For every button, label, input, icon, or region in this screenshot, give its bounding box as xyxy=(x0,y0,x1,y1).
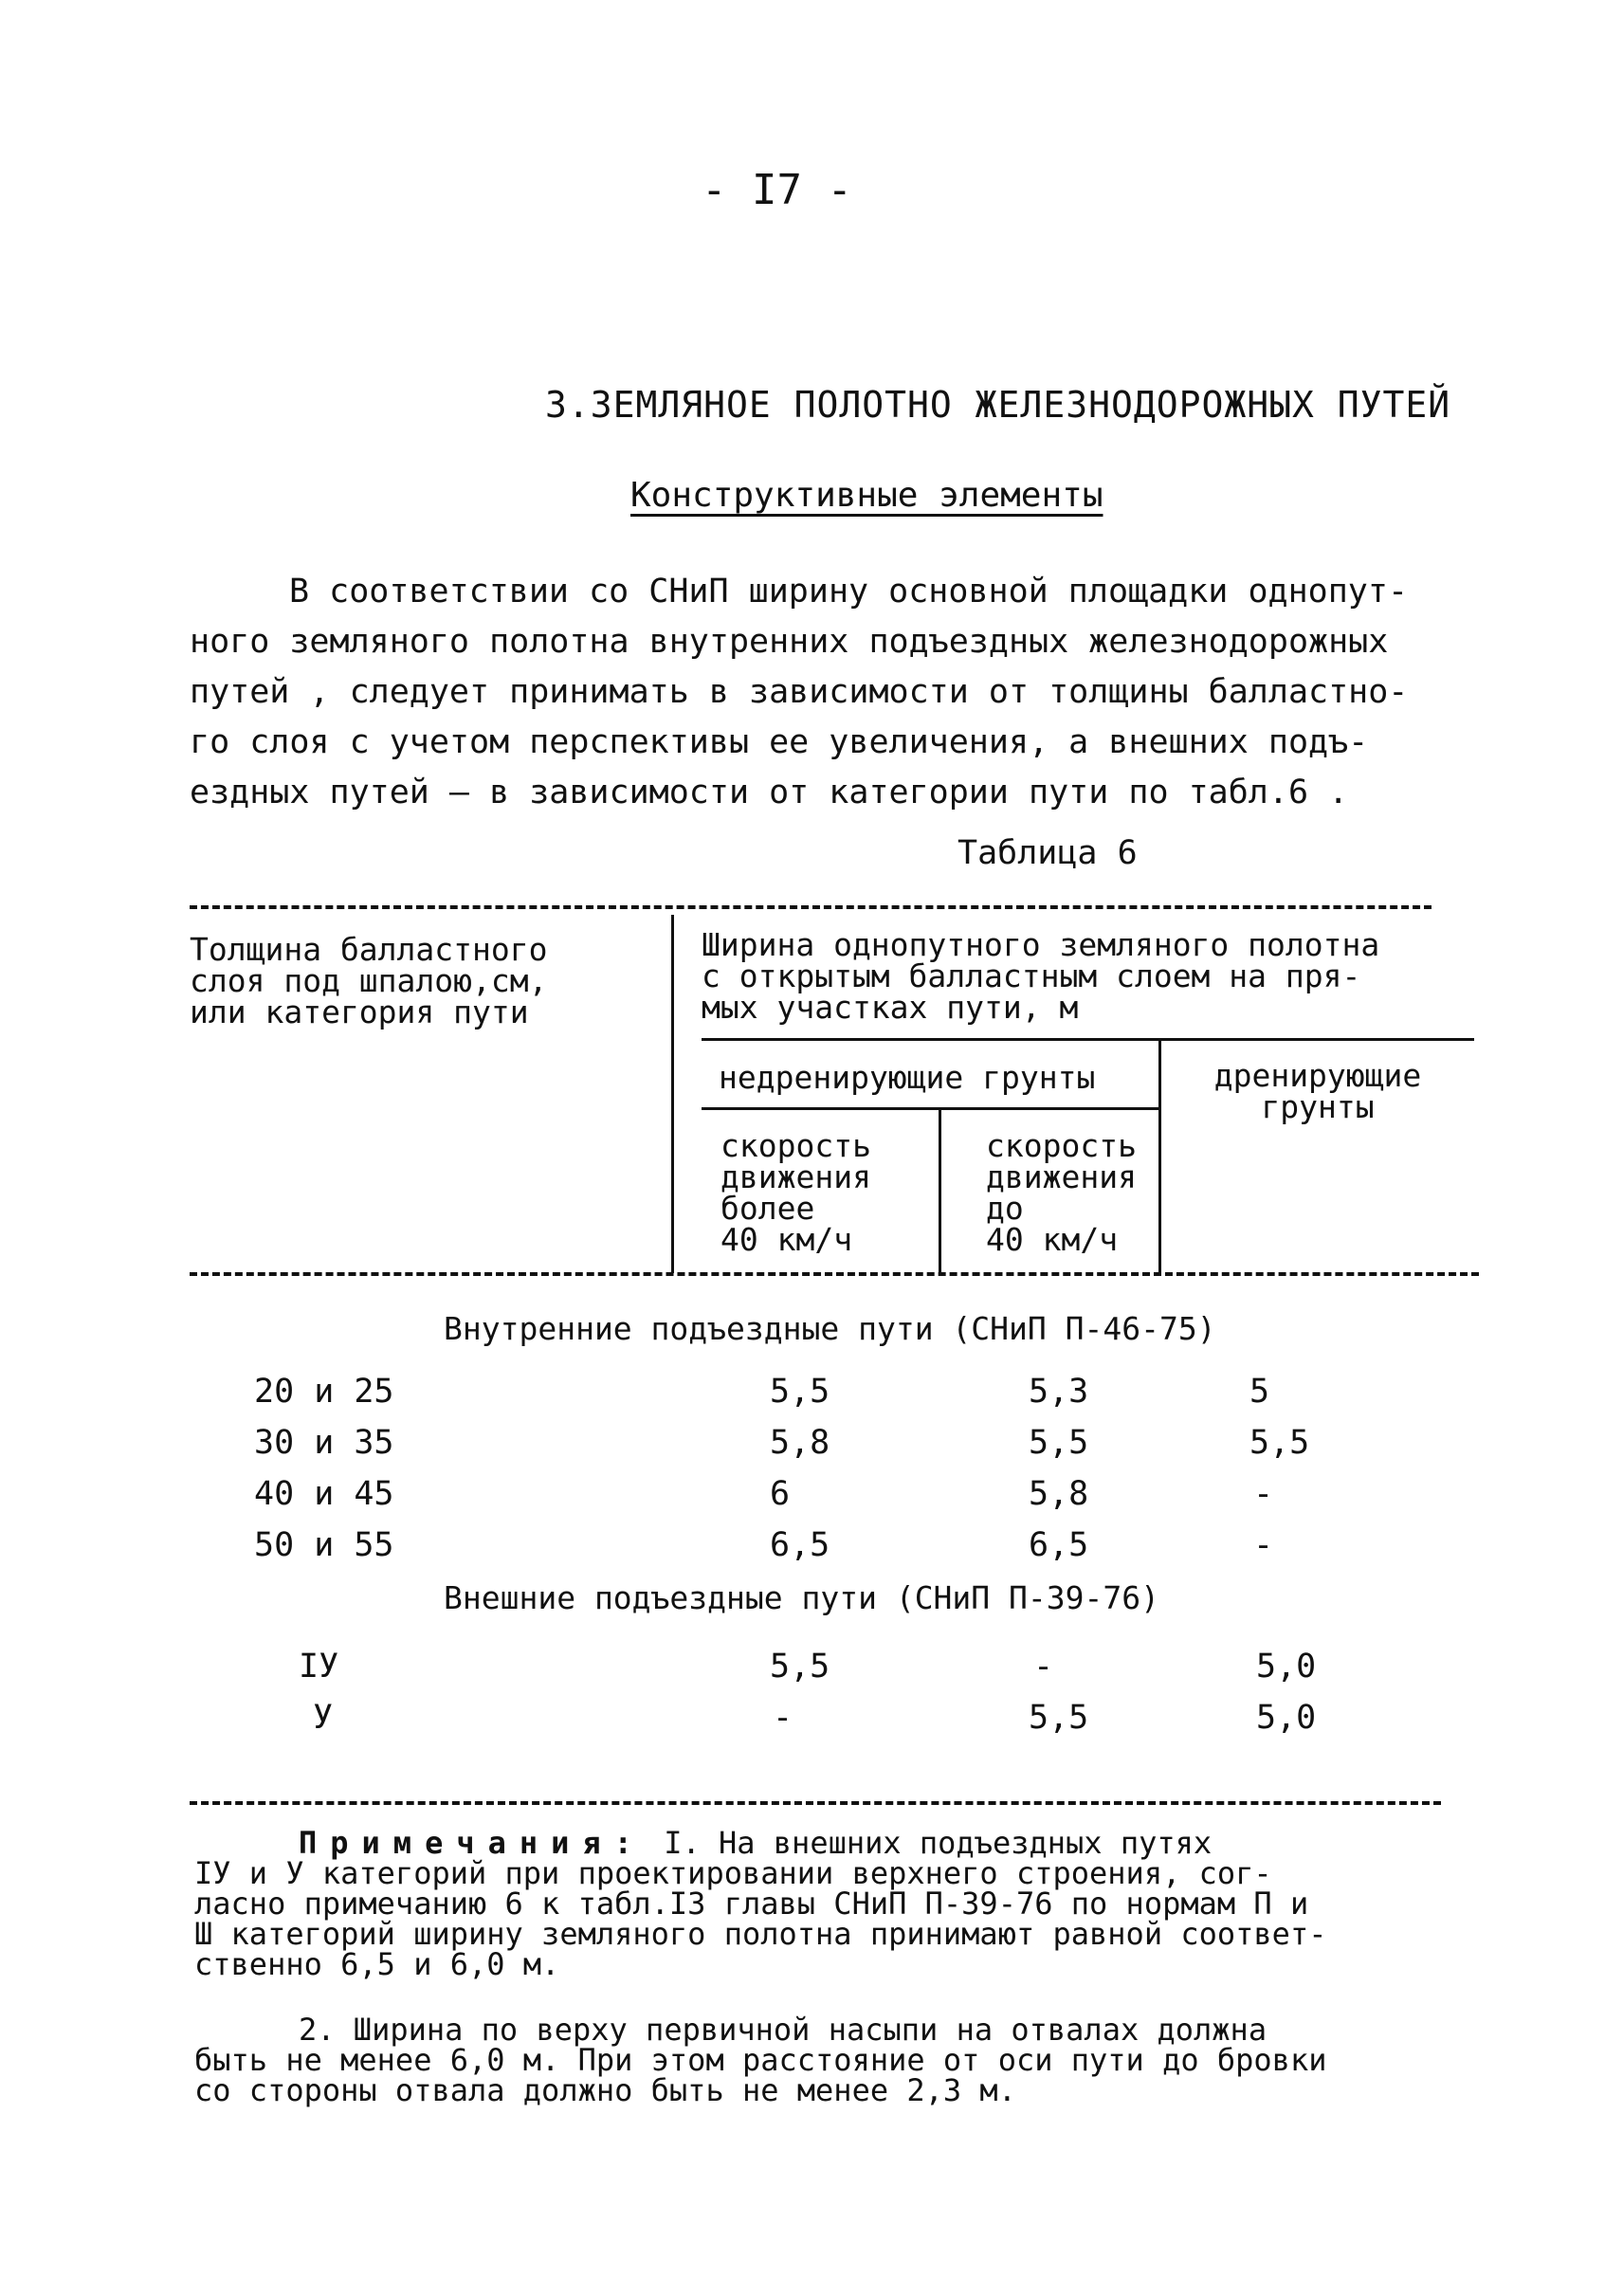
row-label: 30 и 35 xyxy=(254,1424,394,1462)
table-caption: Таблица 6 xyxy=(957,834,1138,872)
header-draining xyxy=(1161,1057,1474,1125)
page-number: - I7 - xyxy=(702,166,852,214)
section-title: 3.ЗЕМЛЯНОЕ ПОЛОТНО ЖЕЛЕЗНОДОРОЖНЫХ ПУТЕЙ xyxy=(545,384,1451,426)
row-value: 6 xyxy=(770,1475,791,1513)
row-value: 5,8 xyxy=(1029,1475,1089,1513)
row-value: 5,3 xyxy=(1029,1373,1089,1411)
header-line: слоя под шпалою,см, xyxy=(190,962,548,999)
row-label: 20 и 25 xyxy=(254,1373,394,1411)
row-value: 5,5 xyxy=(770,1648,830,1686)
header-line: Толщина балластного xyxy=(190,931,548,968)
header-line: до xyxy=(986,1190,1024,1227)
note-line: Ш категорий ширину земляного полотна принимают равной соответ- xyxy=(194,1916,1327,1952)
paragraph-line: путей , следует принимать в зависимости от толщины балластно- xyxy=(190,673,1409,711)
row-value: 5,5 xyxy=(770,1373,830,1411)
row-value: - xyxy=(1253,1526,1274,1564)
header-line: 40 км/ч xyxy=(720,1221,853,1258)
note-line: со стороны отвала должно быть не менее 2,3 м. xyxy=(194,2072,1016,2108)
header-line: скорость xyxy=(720,1127,871,1164)
header-line: дренирующие xyxy=(1213,1057,1422,1094)
row-value: 5,8 xyxy=(770,1424,830,1462)
table-header-rule xyxy=(190,1272,1479,1276)
note-1 xyxy=(194,1825,1465,1982)
header-line: или категория пути xyxy=(190,993,529,1030)
header-speed-upto xyxy=(986,1127,1137,1258)
header-line: недренирующие грунты xyxy=(719,1059,1096,1096)
speed-rule xyxy=(702,1107,1158,1110)
header-line: 40 км/ч xyxy=(986,1221,1119,1258)
row-label: 40 и 45 xyxy=(254,1475,394,1513)
notes-label: Примечания: xyxy=(299,1825,646,1861)
note-line: 2. Ширина по верху первичной насыпи на отвалах должна xyxy=(299,2012,1267,2048)
paragraph-line: ного земляного полотна внутренних подъездных железнодорожных xyxy=(190,623,1389,661)
paragraph-line: ездных путей – в зависимости от категории пути по табл.6 . xyxy=(190,774,1349,811)
header-speed-over xyxy=(720,1127,871,1258)
header-thickness xyxy=(190,931,548,1030)
row-value: 5,5 xyxy=(1029,1699,1089,1737)
header-line: мых участках пути, м xyxy=(702,989,1079,1026)
row-value: - xyxy=(773,1699,793,1737)
table-top-rule xyxy=(190,905,1432,909)
row-value: - xyxy=(1253,1475,1274,1513)
header-line: Ширина однопутного земляного полотна xyxy=(702,926,1380,963)
header-line: скорость xyxy=(986,1127,1137,1164)
row-value: 5 xyxy=(1249,1373,1270,1411)
header-line: грунты xyxy=(1261,1088,1375,1125)
paragraph-line: го слоя с учетом перспективы ее увеличения, а внешних подъ- xyxy=(190,723,1369,761)
paragraph-line: В соответствии со СНиП ширину основной площадки однопут- xyxy=(289,573,1409,610)
header-line: движения xyxy=(986,1158,1137,1195)
row-value: 5,5 xyxy=(1029,1424,1089,1462)
header-nondraining xyxy=(719,1059,1096,1096)
note-text: I. На внешних подъездных путях xyxy=(664,1825,1213,1861)
subtitle: Конструктивные элементы xyxy=(630,476,1103,515)
row-label: IУ xyxy=(299,1648,339,1686)
note-2 xyxy=(194,2012,1465,2108)
group-title: Внешние подъездные пути (СНиП П-39-76) xyxy=(444,1579,1159,1616)
header-line: более xyxy=(720,1190,815,1227)
row-value: 6,5 xyxy=(770,1526,830,1564)
row-label: 50 и 55 xyxy=(254,1526,394,1564)
note-line: ственно 6,5 и 6,0 м. xyxy=(194,1946,560,1982)
header-width xyxy=(702,926,1380,1026)
header-line: движения xyxy=(720,1158,871,1195)
note-line: IУ и У категорий при проектировании верхнего строения, сог- xyxy=(194,1855,1272,1891)
header-line: с открытым балластным слоем на пря- xyxy=(702,957,1361,994)
note-line: быть не менее 6,0 м. При этом расстояние от оси пути до бровки xyxy=(194,2042,1327,2078)
row-value: 6,5 xyxy=(1029,1526,1089,1564)
subheader-rule xyxy=(702,1038,1474,1041)
table-bottom-rule xyxy=(190,1801,1441,1805)
speed-divider xyxy=(939,1107,941,1273)
row-label: У xyxy=(313,1699,334,1737)
row-value: 5,0 xyxy=(1256,1699,1317,1737)
note-line: ласно примечанию 6 к табл.I3 главы СНиП П-39-76 по нормам П и xyxy=(194,1886,1309,1922)
note-line xyxy=(194,1825,1465,1861)
row-value: - xyxy=(1033,1648,1054,1686)
row-value: 5,5 xyxy=(1249,1424,1310,1462)
table-column-divider xyxy=(671,915,674,1273)
row-value: 5,0 xyxy=(1256,1648,1317,1686)
intro-paragraph xyxy=(190,567,1460,818)
group-title: Внутренние подъездные пути (СНиП П-46-75) xyxy=(444,1310,1216,1347)
